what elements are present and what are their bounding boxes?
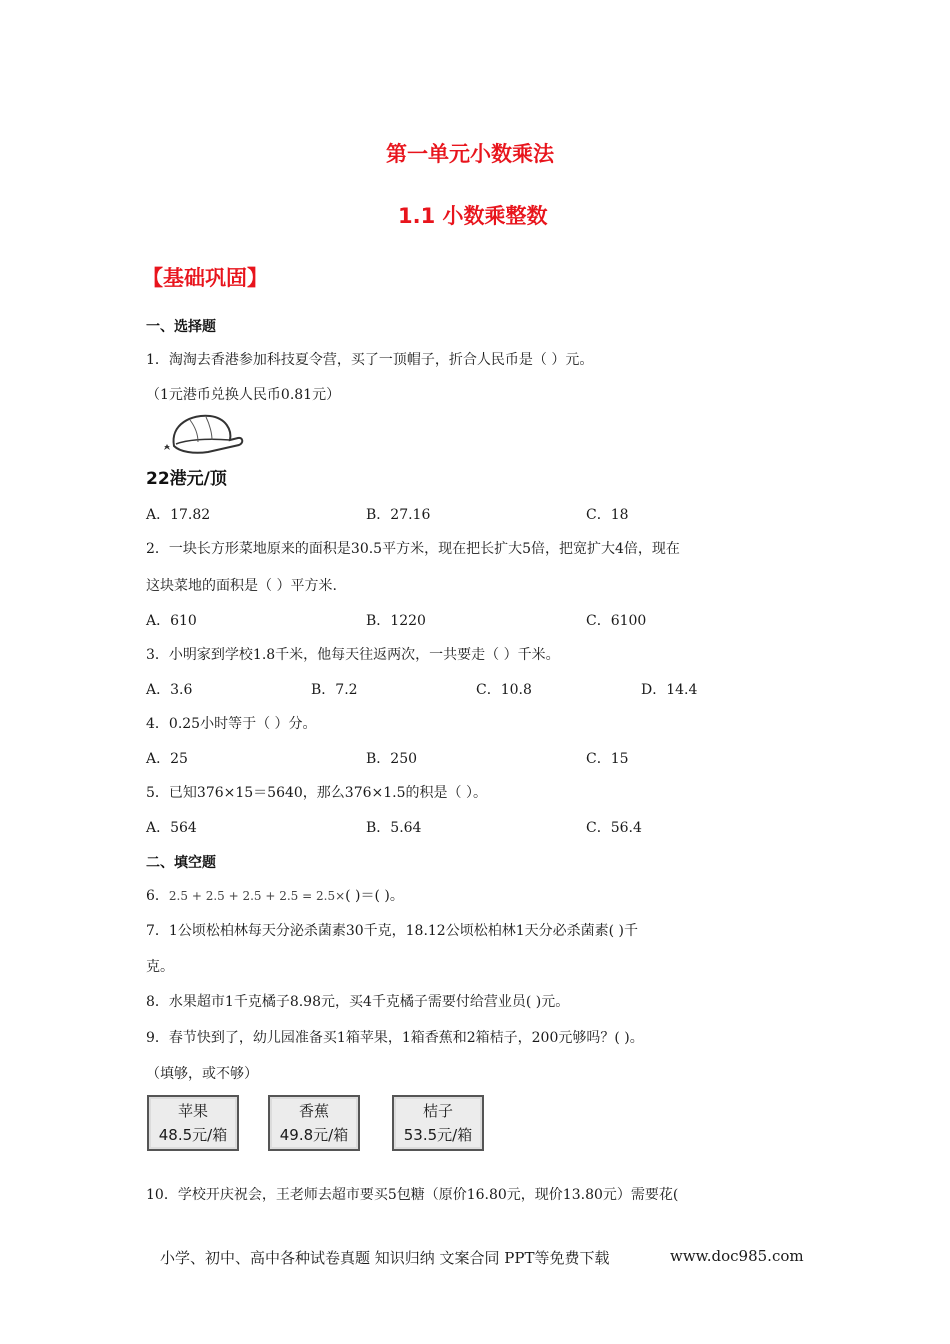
- q5-option-c: C．56.4: [586, 820, 642, 836]
- q2-option-b: B．1220: [366, 613, 426, 629]
- cap-icon: [146, 410, 246, 466]
- q1-option-b: B．27.16: [366, 507, 431, 523]
- price-box-banana-price: 49.8元/箱: [279, 1126, 349, 1144]
- question-5: 5．已知376×15＝5640，那么376×1.5的积是（ ）。: [146, 785, 487, 801]
- page-subtitle: 1.1 小数乘整数: [398, 204, 548, 228]
- question-7-line1: 7．1公顷松柏林每天分泌杀菌素30千克，18.12公顷松柏林1天分必杀菌素( )千: [146, 923, 638, 939]
- footer-url[interactable]: www.doc985.com: [670, 1247, 804, 1265]
- question-6: [146, 885, 404, 905]
- price-box-orange-price: 53.5元/箱: [403, 1126, 473, 1144]
- question-1: 1．淘淘去香港参加科技夏令营，买了一顶帽子，折合人民币是（ ）元。: [146, 352, 594, 368]
- q3-option-d: D．14.4: [641, 682, 698, 698]
- cap-price-label: 22港元/顶: [146, 469, 227, 489]
- q4-option-b: B．250: [366, 751, 418, 767]
- price-box-orange: [392, 1095, 484, 1151]
- question-8: 8．水果超市1千克橘子8.98元，买4千克橘子需要付给营业员( )元。: [146, 994, 570, 1010]
- q1-option-c: C．18: [586, 507, 629, 523]
- q4-option-c: C．15: [586, 751, 629, 767]
- question-6-tail: ( )＝( )。: [345, 888, 404, 904]
- question-2-line1: 2．一块长方形菜地原来的面积是30.5平方米，现在把长扩大5倍，把宽扩大4倍，现在: [146, 541, 680, 557]
- cap-image: [146, 410, 246, 490]
- q5-option-a: A．564: [146, 820, 197, 836]
- page-title: 第一单元小数乘法: [386, 142, 554, 166]
- footer-text: 小学、初中、高中各种试卷真题 知识归纳 文案合同 PPT等免费下载: [160, 1249, 610, 1267]
- price-box-banana-name: 香蕉: [298, 1102, 329, 1120]
- price-box-apple-name: 苹果: [177, 1102, 208, 1120]
- price-box-orange-name: 桔子: [422, 1102, 453, 1120]
- part2-heading: 二、填空题: [146, 855, 216, 871]
- q4-option-a: A．25: [146, 751, 188, 767]
- question-3: 3．小明家到学校1.8千米，他每天往返两次，一共要走（ ）千米。: [146, 647, 560, 663]
- section-title: 【基础巩固】: [142, 266, 268, 290]
- question-6-formula: 2.5 + 2.5 + 2.5 + 2.5 = 2.5×: [168, 889, 346, 903]
- q2-option-c: C．6100: [586, 613, 647, 629]
- price-box-banana: [268, 1095, 360, 1151]
- q3-option-c: C．10.8: [476, 682, 532, 698]
- question-9-line1: 9．春节快到了，幼儿园准备买1箱苹果，1箱香蕉和2箱桔子，200元够吗？( )。: [146, 1030, 644, 1046]
- question-6-number: 6．: [146, 888, 169, 904]
- question-10: 10．学校开庆祝会，王老师去超市要买5包糖（原价16.80元，现价13.80元）需要花(: [146, 1187, 679, 1203]
- price-box-apple-price: 48.5元/箱: [158, 1126, 228, 1144]
- q3-option-b: B．7.2: [311, 682, 358, 698]
- question-4: 4．0.25小时等于（ ）分。: [146, 716, 317, 732]
- q3-option-a: A．3.6: [146, 682, 193, 698]
- question-7-line2: 克。: [146, 959, 174, 975]
- part1-heading: 一、选择题: [146, 319, 216, 335]
- q1-option-a: A．17.82: [146, 507, 211, 523]
- q2-option-a: A．610: [146, 613, 197, 629]
- question-9-line2: （填够，或不够）: [146, 1066, 258, 1082]
- question-2-line2: 这块菜地的面积是（ ）平方米.: [146, 578, 337, 594]
- q5-option-b: B．5.64: [366, 820, 422, 836]
- question-1-note: （1元港币兑换人民币0.81元）: [146, 387, 341, 403]
- price-box-apple: [147, 1095, 239, 1151]
